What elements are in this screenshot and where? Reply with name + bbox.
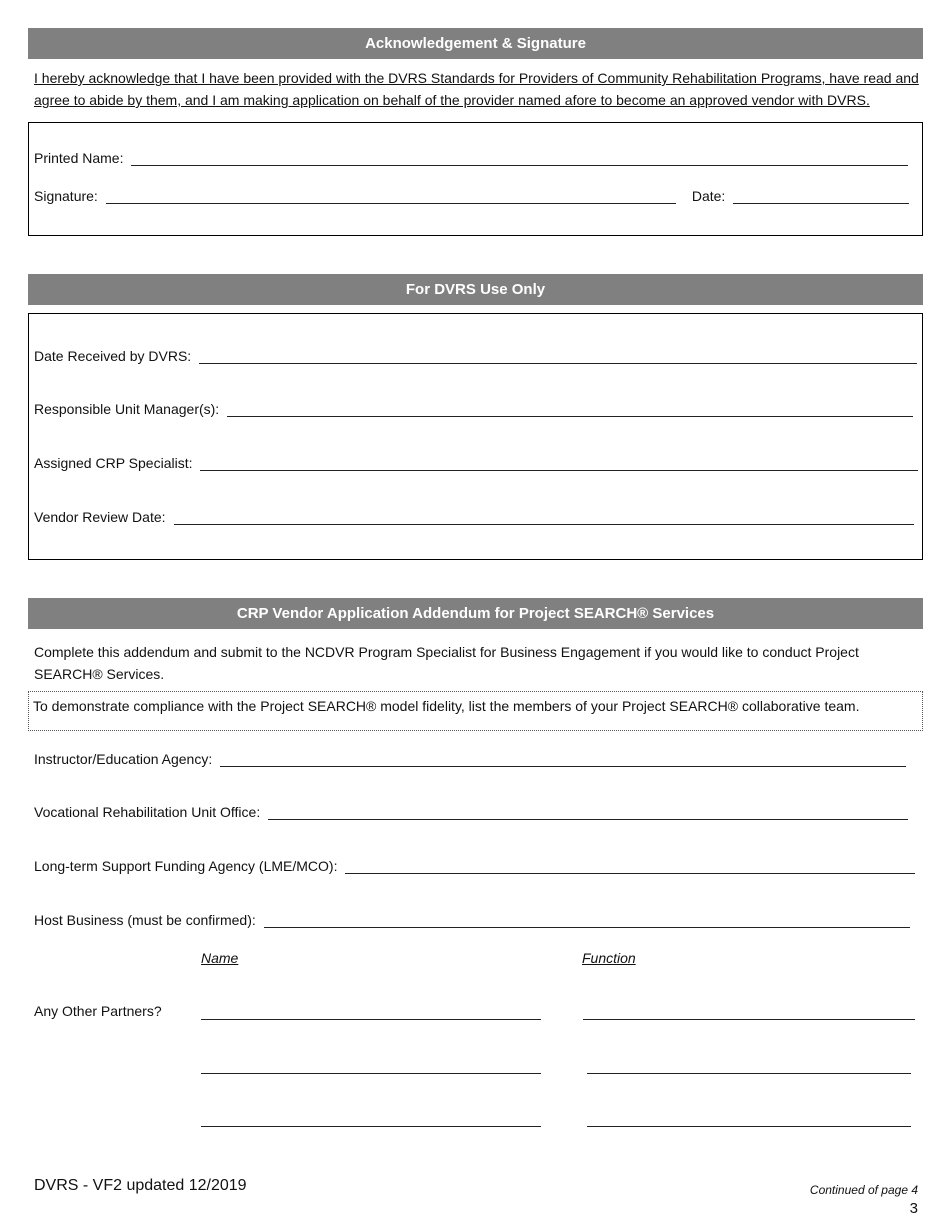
host-business-row <box>34 912 910 928</box>
addendum-intro: Complete this addendum and submit to the NCDVR Program Specialist for Business Engagement if you would like to conduct Project SEARCH® Services. <box>34 644 859 682</box>
instructor-field[interactable] <box>220 752 906 767</box>
addendum-section-header <box>28 598 923 629</box>
signature-field[interactable] <box>106 189 676 204</box>
compliance-note: To demonstrate compliance with the Project SEARCH® model fidelity, list the members of your Project SEARCH® collaborative team. <box>33 698 860 714</box>
voc-rehab-row <box>34 804 908 820</box>
printed-name-label: Printed Name: <box>34 150 124 166</box>
long-term-label: Long-term Support Funding Agency (LME/MCO): <box>34 858 338 874</box>
signature-box <box>28 122 923 236</box>
date-received-label: Date Received by DVRS: <box>34 348 192 364</box>
signature-date-field[interactable] <box>733 189 909 204</box>
partner-function-field-2[interactable] <box>587 1073 911 1074</box>
unit-manager-row <box>34 401 913 417</box>
date-received-row <box>34 348 917 364</box>
signature-row <box>34 188 909 204</box>
crp-specialist-row <box>34 455 918 471</box>
other-partners-label: Any Other Partners? <box>34 1003 162 1019</box>
date-received-field[interactable] <box>199 349 917 364</box>
date-label: Date: <box>691 188 726 204</box>
signature-label: Signature: <box>34 188 98 204</box>
name-column-header: Name <box>201 950 239 966</box>
printed-name-field[interactable] <box>131 151 908 166</box>
ack-section-title: Acknowledgement & Signature <box>365 35 586 52</box>
instructor-label: Instructor/Education Agency: <box>34 751 213 767</box>
ack-section-header <box>28 28 923 59</box>
page-number: 3 <box>909 1200 918 1217</box>
function-column-header: Function <box>582 950 636 966</box>
host-business-field[interactable] <box>264 913 910 928</box>
long-term-field[interactable] <box>345 859 915 874</box>
continued-note: Continued of page 4 <box>809 1183 918 1197</box>
partner-name-field-2[interactable] <box>201 1073 541 1074</box>
form-version: DVRS - VF2 updated 12/2019 <box>34 1177 247 1194</box>
long-term-row <box>34 858 915 874</box>
partner-function-field-3[interactable] <box>587 1126 911 1127</box>
host-business-label: Host Business (must be confirmed): <box>34 912 256 928</box>
partner-name-field-1[interactable] <box>201 1019 541 1020</box>
vendor-review-row <box>34 509 914 525</box>
unit-manager-label: Responsible Unit Manager(s): <box>34 401 220 417</box>
partner-function-field-1[interactable] <box>583 1019 915 1020</box>
unit-manager-field[interactable] <box>227 402 913 417</box>
dvrs-section-header <box>28 274 923 305</box>
ack-statement: I hereby acknowledge that I have been provided with the DVRS Standards for Providers of Community Rehabilitation Programs, have read and agree to abide by them, and I am making application on behalf of the provider named afore to become an approved vendor with DVRS. <box>34 70 919 108</box>
crp-specialist-field[interactable] <box>200 456 918 471</box>
vendor-review-field[interactable] <box>174 510 914 525</box>
dvrs-section-title: For DVRS Use Only <box>405 281 546 298</box>
vendor-review-label: Vendor Review Date: <box>34 509 166 525</box>
voc-rehab-field[interactable] <box>268 805 908 820</box>
addendum-section-title: CRP Vendor Application Addendum for Project SEARCH® Services <box>236 605 715 622</box>
voc-rehab-label: Vocational Rehabilitation Unit Office: <box>34 804 261 820</box>
instructor-row <box>34 751 906 767</box>
crp-specialist-label: Assigned CRP Specialist: <box>34 455 193 471</box>
partner-name-field-3[interactable] <box>201 1126 541 1127</box>
printed-name-row <box>34 150 908 166</box>
